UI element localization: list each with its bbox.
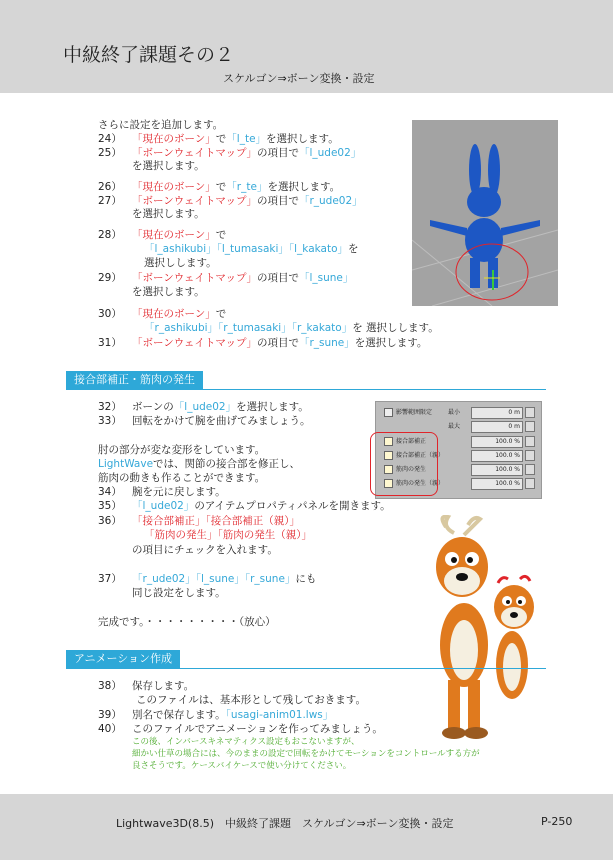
section-animation: アニメーション作成 — [66, 650, 180, 668]
step-text: にも — [295, 573, 317, 585]
step-text: 回転をかけて腕を曲げてみましょう。 — [132, 415, 311, 427]
step-number: 29） — [98, 272, 122, 284]
step-line — [144, 322, 439, 335]
step-line — [98, 458, 300, 471]
step-number: 34） — [98, 486, 122, 498]
step-number: 39） — [98, 709, 122, 721]
highlight-circle — [370, 432, 438, 496]
note-line: 良さそうです。ケースバイケースで使い分けてください。 — [132, 761, 352, 771]
step-text: で — [215, 133, 227, 145]
item-name: LightWave — [98, 458, 154, 470]
intro-text: さらに設定を追加します。 — [98, 119, 224, 131]
item-name: 「r_sune」 — [298, 337, 355, 349]
panel-row-value[interactable]: 100.0 % — [471, 436, 523, 448]
panel-row-value[interactable]: 100.0 % — [471, 478, 523, 490]
item-name: 「l_ude02」 — [298, 147, 362, 159]
step-text: の項目で — [256, 195, 299, 207]
panel-row-label: 接合部補正 — [396, 438, 427, 445]
limited-range-checkbox[interactable] — [384, 408, 393, 417]
deer-figure-svg — [428, 515, 558, 745]
step-text: を選択します。 — [267, 181, 341, 193]
step-text: を選択します。 — [266, 133, 339, 145]
section-joint-muscle: 接合部補正・筋肉の発生 — [66, 371, 203, 389]
panel-row-value[interactable]: 100.0 % — [471, 464, 523, 476]
step-number: 31） — [98, 337, 122, 349]
step-text: で — [215, 181, 227, 193]
step-number: 37） — [98, 573, 122, 585]
panel-max-label: 最大 — [448, 423, 461, 430]
step-text: では、関節の接合部を修正し、 — [153, 458, 301, 470]
step-number: 25） — [98, 147, 122, 159]
rabbit-bone-screenshot — [412, 120, 558, 306]
step-text: 完成です。・・・・・・・・・（放心） — [98, 616, 276, 628]
item-name: 「l_ude02」 — [173, 401, 237, 413]
panel-envelope-button[interactable] — [525, 450, 535, 461]
step-line — [132, 544, 278, 557]
step-text: の項目にチェックを入れます。 — [132, 544, 278, 556]
ui-term: 「ボーンウェイトマップ」 — [132, 147, 257, 159]
note-line: この後、インバースキネマティクス設定もおこないますが、 — [132, 737, 360, 747]
panel-min-envelope-button[interactable] — [525, 407, 535, 418]
step-text: 筋肉の動きも作ることができます。 — [98, 472, 266, 484]
ui-term: 「ボーンウェイトマップ」 — [132, 337, 257, 349]
step-text: このファイルは、基本形として残しておきます。 — [136, 694, 366, 706]
item-name: 「usagi-anim01.lws」 — [225, 709, 334, 721]
step-line — [98, 723, 383, 736]
step-line — [98, 573, 316, 586]
step-text: を選択します。 — [354, 337, 428, 349]
step-text: のアイテムプロパティパネルを開きます。 — [194, 500, 391, 512]
panel-max-envelope-button[interactable] — [525, 421, 535, 432]
step-text: を選択します。 — [236, 401, 309, 413]
panel-envelope-button[interactable] — [525, 478, 535, 489]
page-number: P-250 — [541, 815, 573, 828]
step-line — [98, 308, 226, 321]
panel-min-label: 最小 — [448, 409, 461, 416]
footer-text: Lightwave3D(8.5) 中級終了課題 スケルゴン⇒ボーン変換・設定 — [116, 817, 454, 830]
panel-row-label: 接合部補正（親） — [396, 452, 445, 459]
step-line — [98, 680, 194, 693]
panel-row-label: 筋肉の発生 — [396, 466, 427, 473]
page-header — [0, 0, 613, 93]
item-name: 「r_ashikubi」「r_tumasaki」「r_kakato」 — [144, 322, 353, 334]
step-text: を選択します。 — [132, 208, 205, 220]
step-line — [98, 272, 353, 285]
ui-term: 「ボーンウェイトマップ」 — [132, 272, 257, 284]
step-text: 保存します。 — [132, 680, 195, 692]
page-subtitle: スケルゴン⇒ボーン変換・設定 — [223, 72, 375, 85]
ui-term: 「現在のボーン」 — [132, 308, 216, 320]
page-title: 中級終了課題その２ — [63, 44, 235, 66]
step-line — [98, 472, 265, 485]
panel-envelope-button[interactable] — [525, 436, 535, 447]
step-number: 24） — [98, 133, 122, 145]
step-line — [132, 160, 205, 173]
ui-term: 「現在のボーン」 — [132, 229, 216, 241]
step-text: を選択します。 — [132, 160, 205, 172]
panel-min-field[interactable]: 0 m — [471, 407, 523, 419]
item-name: 「r_ude02」 — [298, 195, 363, 207]
step-line — [98, 515, 300, 528]
step-text: を選択します。 — [132, 286, 205, 298]
step-text: 肘の部分が変な変形をしています。 — [98, 444, 266, 456]
step-line — [98, 133, 339, 146]
page-footer — [0, 794, 613, 860]
panel-top-label: 影響範囲限定 — [396, 409, 433, 416]
step-text: の項目で — [256, 147, 299, 159]
ui-term: 「現在のボーン」 — [132, 133, 216, 145]
step-number: 26） — [98, 181, 122, 193]
panel-max-field[interactable]: 0 m — [471, 421, 523, 433]
step-text: 選択しします。 — [144, 257, 217, 269]
item-name: 「l_te」 — [226, 133, 267, 145]
step-line — [98, 486, 226, 499]
step-line — [98, 401, 309, 414]
ui-term: 「接合部補正」「接合部補正（親）」 — [132, 515, 300, 527]
item-properties-panel — [375, 401, 542, 499]
step-number: 33） — [98, 415, 122, 427]
step-line — [144, 529, 312, 542]
item-name: 「l_ashikubi」「l_tumasaki」「l_kakato」 — [144, 243, 349, 255]
step-line — [98, 709, 333, 722]
step-text: を 選択しします。 — [352, 322, 439, 334]
deer-characters-illustration — [428, 515, 558, 745]
step-line — [98, 337, 427, 350]
step-text: の項目で — [256, 337, 299, 349]
step-number: 28） — [98, 229, 122, 241]
step-number: 38） — [98, 680, 122, 692]
step-line — [98, 181, 340, 194]
step-text: ボーンの — [132, 401, 174, 413]
section-divider-2 — [66, 668, 546, 669]
section-divider-1 — [66, 389, 546, 390]
step-number: 35） — [98, 500, 122, 512]
item-name: 「r_ude02」「l_sune」「r_sune」 — [132, 573, 296, 585]
step-text: 同じ設定をします。 — [132, 587, 226, 599]
panel-envelope-button[interactable] — [525, 464, 535, 475]
step-line — [98, 415, 311, 428]
ui-term: 「現在のボーン」 — [132, 181, 216, 193]
step-number: 36） — [98, 515, 122, 527]
step-line — [132, 587, 226, 600]
step-text: で — [215, 229, 227, 241]
step-text: を — [348, 243, 359, 255]
step-number: 32） — [98, 401, 122, 413]
step-text: 腕を元に戻します。 — [132, 486, 226, 498]
step-line — [98, 616, 276, 629]
item-name: 「r_te」 — [226, 181, 268, 193]
item-name: 「l_sune」 — [298, 272, 354, 284]
ui-term: 「ボーンウェイトマップ」 — [132, 195, 257, 207]
step-number: 40） — [98, 723, 122, 735]
step-line — [144, 243, 359, 256]
step-line — [132, 286, 205, 299]
step-line — [98, 444, 265, 457]
step-line — [144, 257, 217, 270]
item-name: 「l_ude02」 — [132, 500, 195, 512]
panel-row-value[interactable]: 100.0 % — [471, 450, 523, 462]
step-number: 27） — [98, 195, 122, 207]
ui-term: 「筋肉の発生」「筋肉の発生（親）」 — [144, 529, 312, 541]
step-text: で — [215, 308, 227, 320]
step-line — [98, 229, 226, 242]
rabbit-figure-svg — [412, 120, 558, 306]
step-text: の項目で — [256, 272, 299, 284]
step-number: 30） — [98, 308, 122, 320]
step-line — [132, 208, 205, 221]
step-text: 別名で保存します。 — [132, 709, 226, 721]
step-line — [98, 500, 391, 513]
panel-row-label: 筋肉の発生（親） — [396, 480, 445, 487]
step-line — [136, 694, 366, 707]
note-line: 細かい仕草の場合には、今のままの設定で回転をかけてモーションをコントロールする方が — [132, 749, 480, 759]
step-line — [98, 147, 361, 160]
step-line — [98, 195, 363, 208]
step-text: このファイルでアニメーションを作ってみましょう。 — [132, 723, 383, 735]
